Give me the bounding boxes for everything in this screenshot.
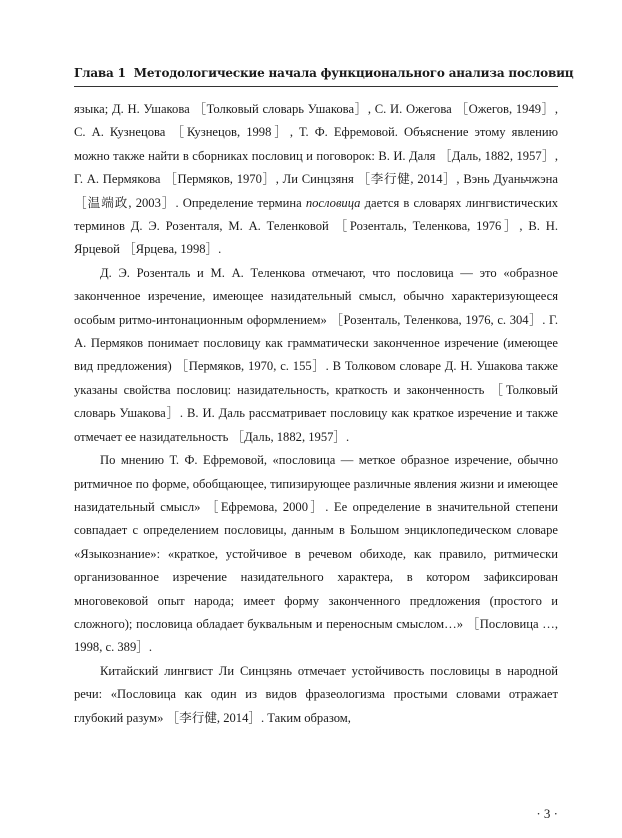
running-header [74,66,574,80]
paragraph-1 [74,98,558,262]
chapter-title: Методологические начала функционального анализа пословиц [133,66,574,80]
chapter-label: Глава 1 [74,66,126,80]
paragraph-4: Китайский лингвист Ли Синцзянь отмечает устойчивость пословицы в народной речи: «Пословица как один из видов фразеологизма простыми словами отражает глубокий разум» ［李行健, 2014］. Таким образом, [74,663,558,725]
paragraph-1-part-1: языка; Д. Н. Ушакова ［Толковый словарь Ушакова］, С. И. Ожегова ［Ожегов, 1949］, С. А. Кузнецова ［Кузнецов, 1998］, Т. Ф. Ефремовой. Объяснение этому явлению можно также найти в сборниках пословиц и поговорок: В. И. Даля ［Даль, 1882, 1957］, Г. А. Пермякова ［Пермяков, 1970］, Ли Синцзяня ［李行健, 2014］, Вэнь Дуаньчжэна ［温端政, 2003］. Определение термина [74,102,558,210]
header-rule [74,86,558,87]
page-number: · 3 · [536,806,558,821]
paragraph-3: По мнению Т. Ф. Ефремовой, «пословица — меткое образное изречение, обычно ритмичное по форме, обобщающее, типизирующее различные явления жизни и имеющее назидательный смысл» ［Ефремова, 2000］. Ее определение в значительной степени совпадает с определением пословицы, данным в Большом энциклопедическом словаре «Языкознание»: «краткое, устойчивое в речевом обиходе, как правило, ритмически организованное изречение назидательного характера, в котором зафиксирован многовековой опыт народа; имеет форму законченного предложения (простого и сложного); пословица обладает буквальным и переносным смыслом…» ［Пословица …, 1998, с. 389］. [74,453,558,655]
body-text [74,98,558,730]
paragraph-2: Д. Э. Розенталь и М. А. Теленкова отмечают, что пословица — это «образное законченное изречение, имеющее назидательный смысл, обычно характеризующееся особым ритмо-интонационным оформлением» ［Розенталь, Теленкова, 1976, с. 304］. Г. А. Пермяков понимает пословицу как грамматически законченное изречение (имеющее вид предложения) ［Пермяков, 1970, с. 155］. В Толковом словаре Д. Н. Ушакова также указаны свойства пословиц: назидательность, краткость и законченность ［Толковый словарь Ушакова］. В. И. Даль рассматривает пословицу как краткое изречение и также отмечает ее назидательность ［Даль, 1882, 1957］. [74,265,558,444]
term-emphasis: пословица [305,195,361,210]
paragraph-1-part-2: дается в словарях лингвистических терминов Д. Э. Розенталя, М. А. Теленковой ［Розенталь, Теленкова, 1976］, В. Н. Ярцевой ［Ярцева, 1998］. [74,195,559,257]
